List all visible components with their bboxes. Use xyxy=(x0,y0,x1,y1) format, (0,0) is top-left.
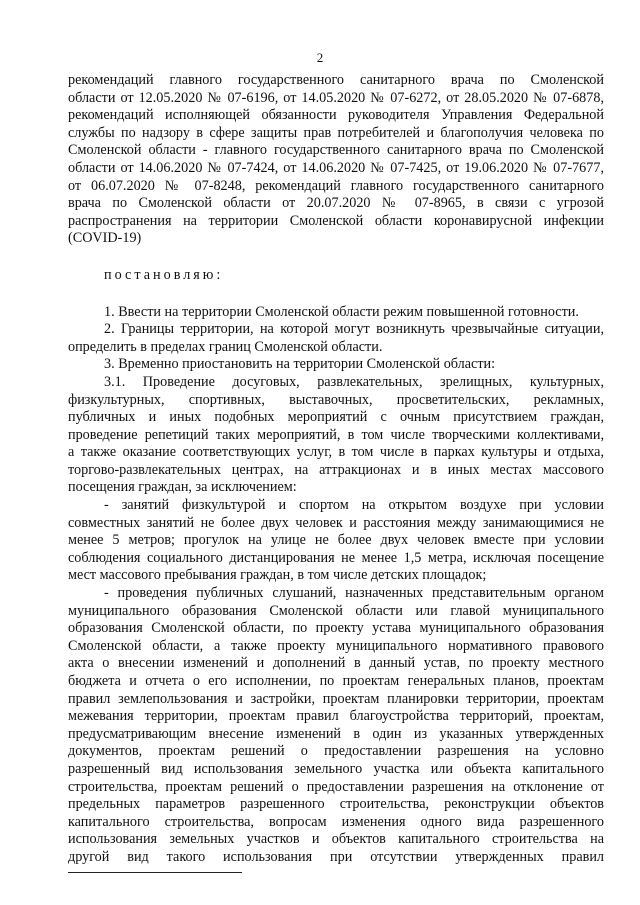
paragraph-exception-1 xyxy=(68,497,604,585)
text-line: физкультурных, спортивных, выставочных, просветительских, рекламных, xyxy=(68,391,604,408)
text-line: рекомендаций исполняющей обязанности руководителя Управления Федеральной xyxy=(68,107,604,124)
text-line: акта о внесении изменений и дополнений в данный устав, по проекту местного xyxy=(68,655,604,672)
text-line: менее 5 метров; прогулок на улице не более двух человек вместе при условии xyxy=(68,532,604,549)
text-line: от 06.07.2020 № 07-8248, рекомендаций главного государственного санитарного xyxy=(68,177,604,194)
text-line: мест массового пребывания граждан, в том числе детских площадок; xyxy=(68,567,487,584)
text-line: 1. Ввести на территории Смоленской области режим повышенной готовности. xyxy=(104,303,579,320)
text-line: бюджета и отчета о его исполнении, по проектам генеральных планов, проектам xyxy=(68,673,604,689)
text-line: области от 12.05.2020 № 07-6196, от 14.05.2020 № 07-6272, от 28.05.2020 № 07-6878, xyxy=(68,89,604,106)
text-line: - проведения публичных слушаний, назначенных представительным органом xyxy=(104,585,604,602)
text-line: другой вид такого использования при отсутствии утвержденных правил xyxy=(68,848,604,865)
text-line: предусматривающим внесение изменений в один из указанных утвержденных xyxy=(68,725,604,742)
text-line: службы по надзору в сфере защиты прав потребителей и благополучия человека по xyxy=(68,124,604,141)
text-line: распространения на территории Смоленской области коронавирусной инфекции xyxy=(68,212,604,229)
text-line: посещения граждан, за исключением: xyxy=(68,479,297,496)
text-line: торгово-развлекательных центрах, на аттракционах и в иных местах массового xyxy=(68,461,604,478)
paragraph-decree xyxy=(68,267,604,285)
text-line: документов, проектам решений о предоставлении разрешения на условно xyxy=(68,743,604,760)
text-line: а также оказание соответствующих услуг, в том числе в парках культуры и отдыха, xyxy=(68,444,604,461)
text-line: 3. Временно приостановить на территории Смоленской области: xyxy=(104,356,496,373)
text-line: 2. Границы территории, на которой могут возникнуть чрезвычайные ситуации, xyxy=(104,321,604,338)
text-line: - занятий физкультурой и спортом на открытом воздухе при условии xyxy=(104,497,604,514)
text-line: совместных занятий не более двух человек и расстояния между занимающимися не xyxy=(68,514,604,531)
paragraph-item-3 xyxy=(68,356,604,374)
text-line: капитального строительства, вопросам изменения одного вида разрешенного xyxy=(68,813,604,830)
paragraph-item-1 xyxy=(68,304,604,322)
decree-heading: постановляю: xyxy=(104,266,224,283)
text-line: использования земельных участков и объектов капитального строительства на xyxy=(68,831,604,848)
text-line: строительства, проектам решений о предоставлении разрешения на отклонение от xyxy=(68,778,604,795)
page-number: 2 xyxy=(316,50,324,65)
paragraph-preamble xyxy=(68,72,604,248)
text-line: определить в пределах границ Смоленской области. xyxy=(68,338,383,355)
text-line: Смоленской области - главного государственного санитарного врача по Смоленской xyxy=(68,142,604,159)
paragraph-exception-2 xyxy=(68,585,604,867)
text-line: образования Смоленской области, по проекту устава муниципального образования xyxy=(68,620,604,637)
spacer xyxy=(68,285,604,304)
text-line: муниципального образования Смоленской области или главой муниципального xyxy=(68,602,604,619)
text-line: разрешенный вид использования земельного участка или объекта капитального xyxy=(68,760,604,777)
text-line: соблюдения социального дистанцирования не менее 1,5 метра, исключая посещение xyxy=(68,549,604,566)
paragraph-item-3-1 xyxy=(68,374,604,497)
text-line: Смоленской области, а также проекту муниципального нормативного правового xyxy=(68,637,604,654)
paragraph-item-2 xyxy=(68,321,604,356)
text-line: предельных параметров разрешенного строительства, реконструкции объектов xyxy=(68,796,604,813)
text-line: проведение репетиций таких мероприятий, в том числе творческими коллективами, xyxy=(68,426,604,443)
text-line: (COVID-19) xyxy=(68,230,142,247)
text-line: правил землепользования и застройки, проектам планировки территории, проектам xyxy=(68,690,604,707)
text-line: врача по Смоленской области от 20.07.2020 № 07-8965, в связи с угрозой xyxy=(68,195,604,212)
footnote-divider xyxy=(68,872,242,873)
document-body xyxy=(68,72,604,867)
text-line: 3.1. Проведение досуговых, развлекательных, зрелищных, культурных, xyxy=(104,373,604,390)
text-line: публичных и иных подобных мероприятий с очным присутствием граждан, xyxy=(68,409,604,426)
text-line: области от 14.06.2020 № 07-7424, от 14.06.2020 № 07-7425, от 19.06.2020 № 07-7677, xyxy=(68,159,604,176)
text-line: рекомендаций главного государственного санитарного врача по Смоленской xyxy=(68,72,604,88)
text-line: межевания территории, проектам правил благоустройства территорий, проектам, xyxy=(68,708,604,725)
spacer xyxy=(68,248,604,267)
